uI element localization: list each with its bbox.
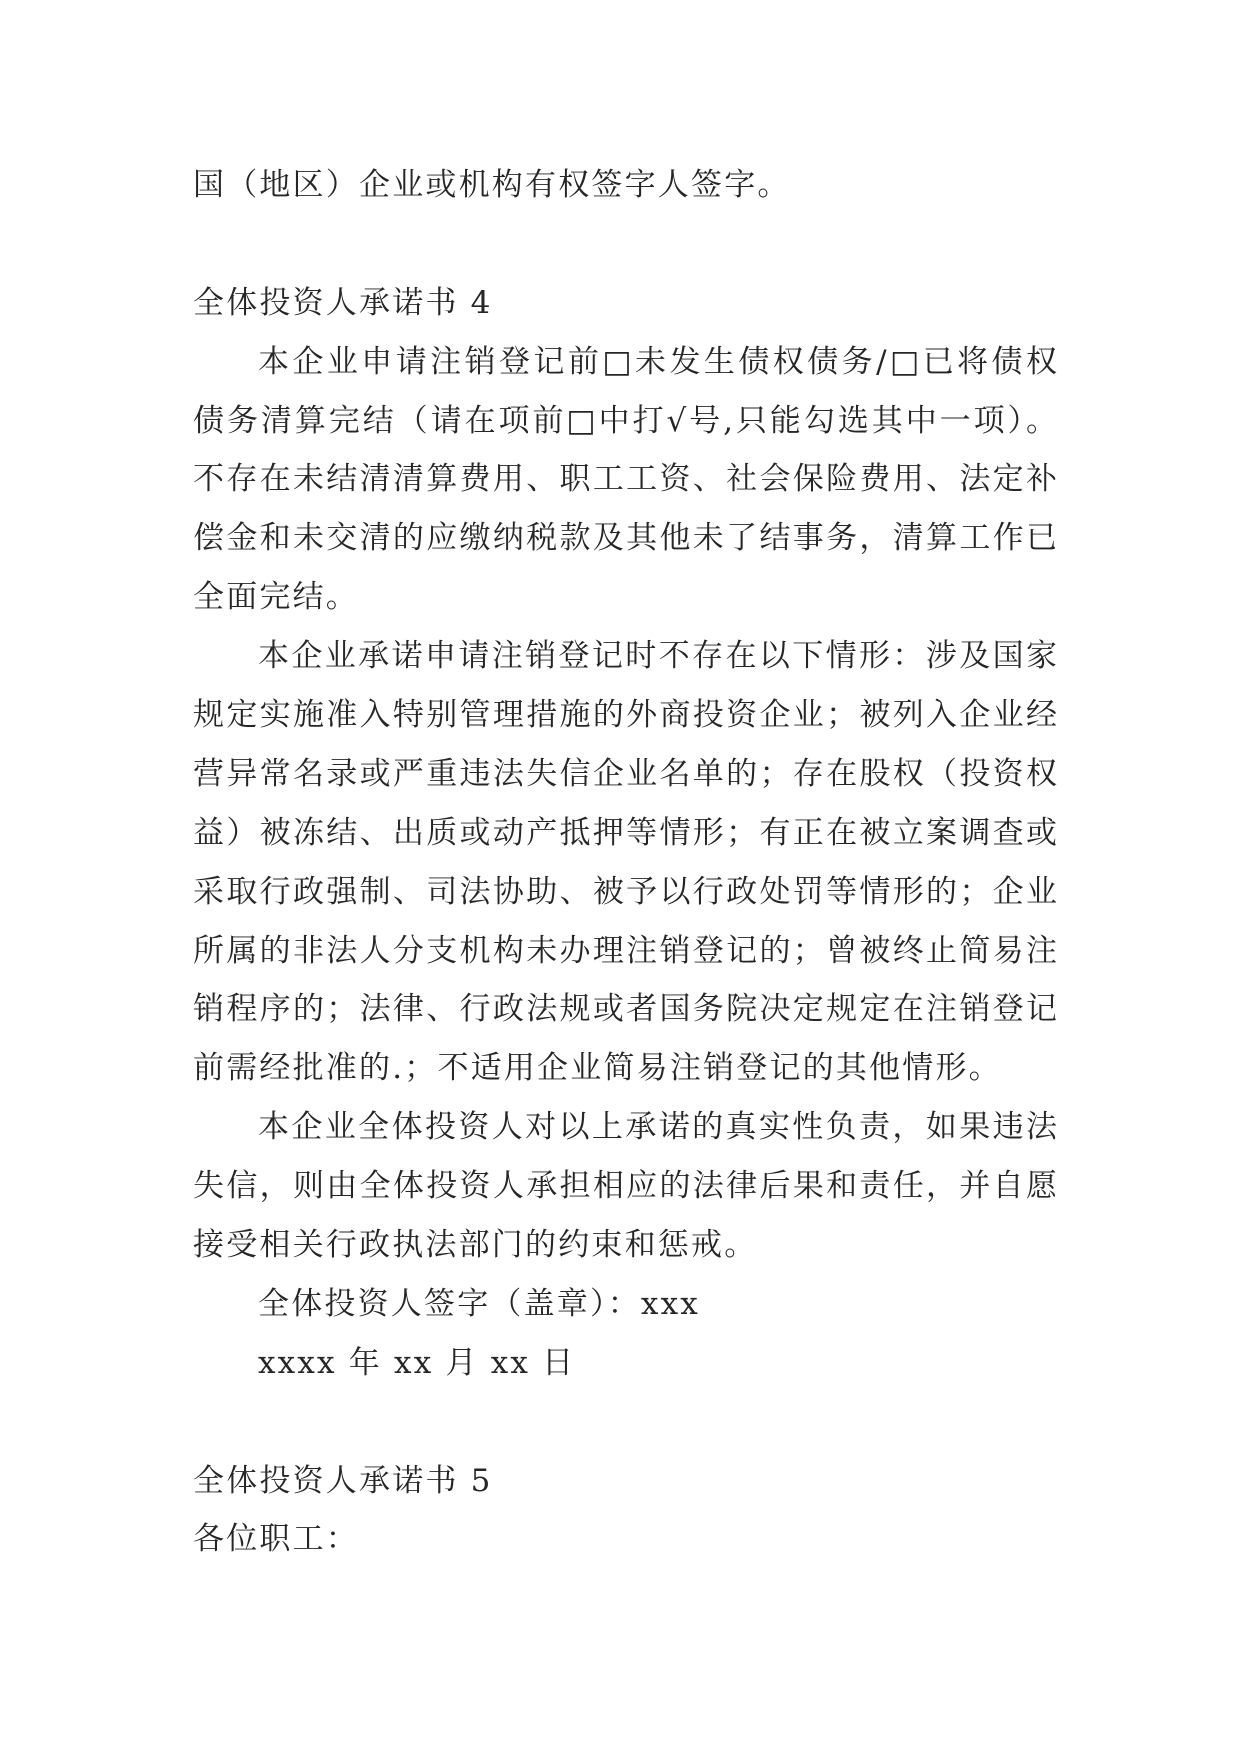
text-line: 接受相关行政执法部门的约束和惩戒。 [193, 1227, 758, 1264]
text-line: 债务清算完结（请在项前□中打√号,只能勾选其中一项）。 [193, 402, 1057, 439]
text-line: 全面完结。 [193, 579, 359, 616]
text-line: 失信，则由全体投资人承担相应的法律后果和责任，并自愿 [193, 1168, 1057, 1205]
blank-line [193, 1393, 1057, 1452]
text-line: 营异常名录或严重违法失信企业名单的；存在股权（投资权 [193, 755, 1057, 792]
text-line: 本企业全体投资人对以上承诺的真实性负责，如果违法 [258, 1109, 1057, 1146]
text-line: 所属的非法人分支机构未办理注销登记的；曾被终止简易注 [193, 932, 1057, 969]
text-line: 本企业申请注销登记前□未发生债权债务/□已将债权 [258, 343, 1057, 380]
salutation: 各位职工： [193, 1521, 359, 1558]
text-line: 不存在未结清清算费用、职工工资、社会保险费用、法定补 [193, 461, 1057, 498]
paragraph-responsibility [193, 1098, 1057, 1275]
paragraph-debt-settlement [193, 333, 1057, 627]
date-line: xxxx 年 xx 月 xx 日 [258, 1344, 576, 1381]
text-line: 规定实施准入特别管理措施的外商投资企业；被列入企业经 [193, 697, 1057, 734]
text-line: 益）被冻结、出质或动产抵押等情形；有正在被立案调查或 [193, 814, 1057, 851]
section-4 [193, 274, 1057, 1393]
continuation-line: 国（地区）企业或机构有权签字人签字。 [193, 167, 791, 203]
section-heading: 全体投资人承诺书 5 [193, 1462, 493, 1499]
text-line: 前需经批准的.；不适用企业简易注销登记的其他情形。 [193, 1050, 1002, 1087]
blank-line [193, 215, 1057, 274]
section-heading: 全体投资人承诺书 4 [193, 284, 493, 321]
text-line: 采取行政强制、司法协助、被予以行政处罚等情形的；企业 [193, 873, 1057, 910]
section-5 [193, 1452, 1057, 1570]
document-body [193, 156, 1057, 1569]
text-line: 偿金和未交清的应缴纳税款及其他未了结事务，清算工作已 [193, 520, 1057, 557]
text-line: 销程序的；法律、行政法规或者国务院决定规定在注销登记 [193, 991, 1057, 1028]
paragraph-excluded-circumstances [193, 627, 1057, 1098]
signature-line: 全体投资人签字（盖章）：xxx [258, 1285, 700, 1322]
text-line: 本企业承诺申请注销登记时不存在以下情形：涉及国家 [258, 638, 1057, 675]
